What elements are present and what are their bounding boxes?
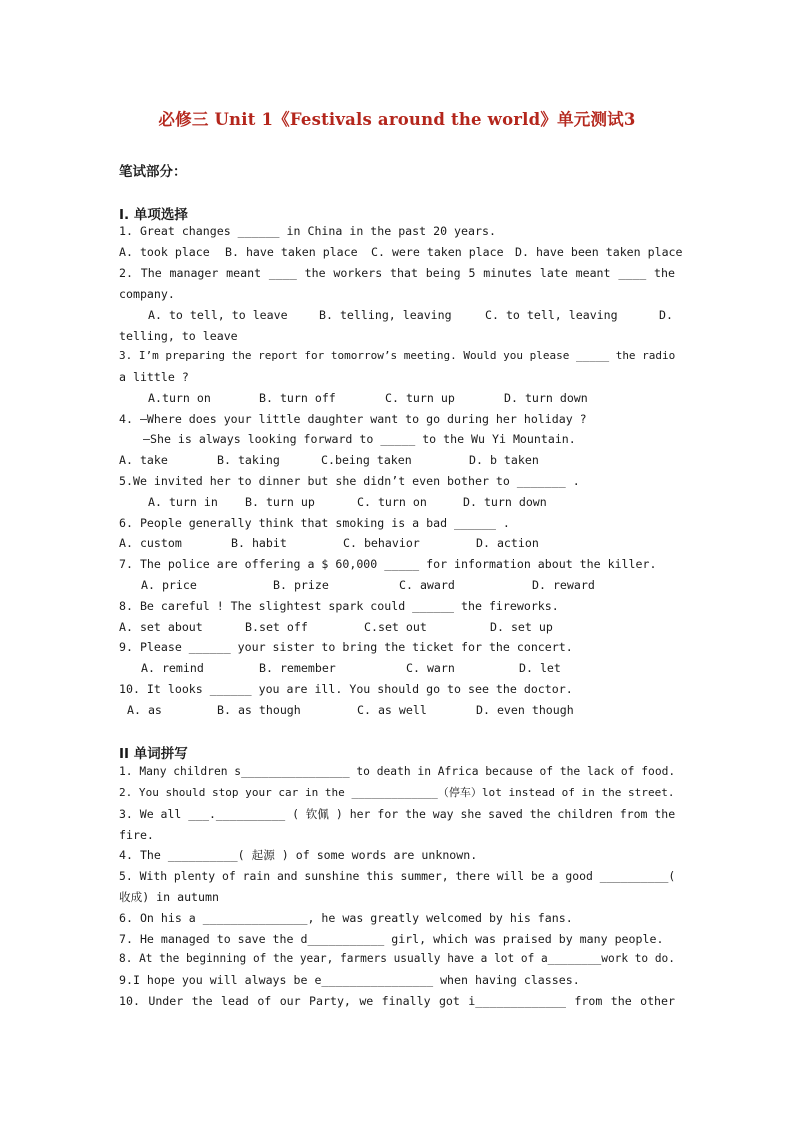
option-b: B. turn off <box>259 391 336 405</box>
question-2-line-1: 2. The manager meant ____ the workers that being 5 minutes late meant ____ the <box>119 266 675 280</box>
spelling-1: 1. Many children s________________ to death in Africa because of the lack of food. <box>119 765 676 778</box>
question-9: 9. Please ______ your sister to bring the ticket for the concert. <box>119 640 573 654</box>
option-a: A. took place <box>119 245 210 259</box>
question-2-line-2: company. <box>119 287 175 301</box>
option-c: C. were taken place <box>371 245 504 259</box>
option-a: A. to tell, to leave <box>148 308 288 322</box>
spelling-2: 2. You should stop your car in the _____________（停车）lot instead of in the street. <box>119 786 675 799</box>
option-d: D. <box>659 308 673 322</box>
option-c: C. as well <box>357 703 427 717</box>
spelling-5-line-2: 收成) in autumn <box>119 890 219 904</box>
option-c: C. award <box>399 578 455 592</box>
question-6: 6. People generally think that smoking is a bad ______ . <box>119 516 510 530</box>
question-4-line-1: 4. —Where does your little daughter want to go during her holiday ? <box>119 412 587 426</box>
option-a: A. price <box>141 578 197 592</box>
option-c: C. behavior <box>343 536 420 550</box>
option-b: B. prize <box>273 578 329 592</box>
option-a: A. set about <box>119 620 203 634</box>
option-b: B. as though <box>217 703 301 717</box>
option-d: D. set up <box>490 620 553 634</box>
question-3-line-1: 3. I’m preparing the report for tomorrow’s meeting. Would you please _____ the radio <box>119 349 676 362</box>
option-b: B. telling, leaving <box>319 308 452 322</box>
spelling-3-line-1: 3. We all ___.__________ ( 钦佩 ) her for the way she saved the children from the <box>119 807 676 821</box>
option-d: D. have been taken place <box>515 245 683 259</box>
spelling-7: 7. He managed to save the d___________ girl, which was praised by many people. <box>119 932 664 946</box>
question-1: 1. Great changes ______ in China in the past 20 years. <box>119 224 496 238</box>
spelling-3-line-2: fire. <box>119 828 154 842</box>
option-c: C. warn <box>406 661 455 675</box>
spelling-8: 8. At the beginning of the year, farmers usually have a lot of a________work to do. <box>119 952 675 965</box>
spelling-9: 9.I hope you will always be e________________ when having classes. <box>119 973 580 987</box>
option-b: B. remember <box>259 661 336 675</box>
option-b: B.set off <box>245 620 308 634</box>
part1-heading: I. 单项选择 <box>119 207 188 223</box>
option-d: D. action <box>476 536 539 550</box>
option-a: A. as <box>127 703 162 717</box>
question-4-line-2: —She is always looking forward to _____ to the Wu Yi Mountain. <box>143 432 576 446</box>
option-a: A. remind <box>141 661 204 675</box>
question-7: 7. The police are offering a $ 60,000 _____ for information about the killer. <box>119 557 657 571</box>
question-8: 8. Be careful ! The slightest spark could ______ the fireworks. <box>119 599 559 613</box>
option-a: A. take <box>119 453 168 467</box>
question-5: 5.We invited her to dinner but she didn’t even bother to _______ . <box>119 474 580 488</box>
option-c: C. turn up <box>385 391 455 405</box>
option-d: D. turn down <box>463 495 547 509</box>
option-a: A.turn on <box>148 391 211 405</box>
spelling-10: 10. Under the lead of our Party, we finally got i_____________ from the other <box>119 994 675 1008</box>
question-3-line-2: a little ? <box>119 370 189 384</box>
page-title: 必修三 Unit 1《Festivals around the world》单元测试3 <box>158 110 636 129</box>
option-b: B. turn up <box>245 495 315 509</box>
option-d: D. turn down <box>504 391 588 405</box>
question-10: 10. It looks ______ you are ill. You should go to see the doctor. <box>119 682 573 696</box>
spelling-5-line-1: 5. With plenty of rain and sunshine this summer, there will be a good __________( <box>119 869 676 883</box>
option-d: D. even though <box>476 703 574 717</box>
spelling-6: 6. On his a _______________, he was greatly welcomed by his fans. <box>119 911 573 925</box>
option-c: C. turn on <box>357 495 427 509</box>
option-a: A. custom <box>119 536 182 550</box>
part2-heading: II 单词拼写 <box>119 746 188 762</box>
option-c: C. to tell, leaving <box>485 308 618 322</box>
question-2-option-d-cont: telling, to leave <box>119 329 238 343</box>
option-c: C.set out <box>364 620 427 634</box>
section-written-heading: 笔试部分： <box>119 164 187 180</box>
option-d: D. let <box>519 661 561 675</box>
option-b: B. have taken place <box>225 245 358 259</box>
option-d: D. reward <box>532 578 595 592</box>
option-c: C.being taken <box>321 453 412 467</box>
option-b: B. taking <box>217 453 280 467</box>
option-d: D. b taken <box>469 453 539 467</box>
option-b: B. habit <box>231 536 287 550</box>
spelling-4: 4. The __________( 起源 ) of some words are unknown. <box>119 848 478 862</box>
option-a: A. turn in <box>148 495 218 509</box>
